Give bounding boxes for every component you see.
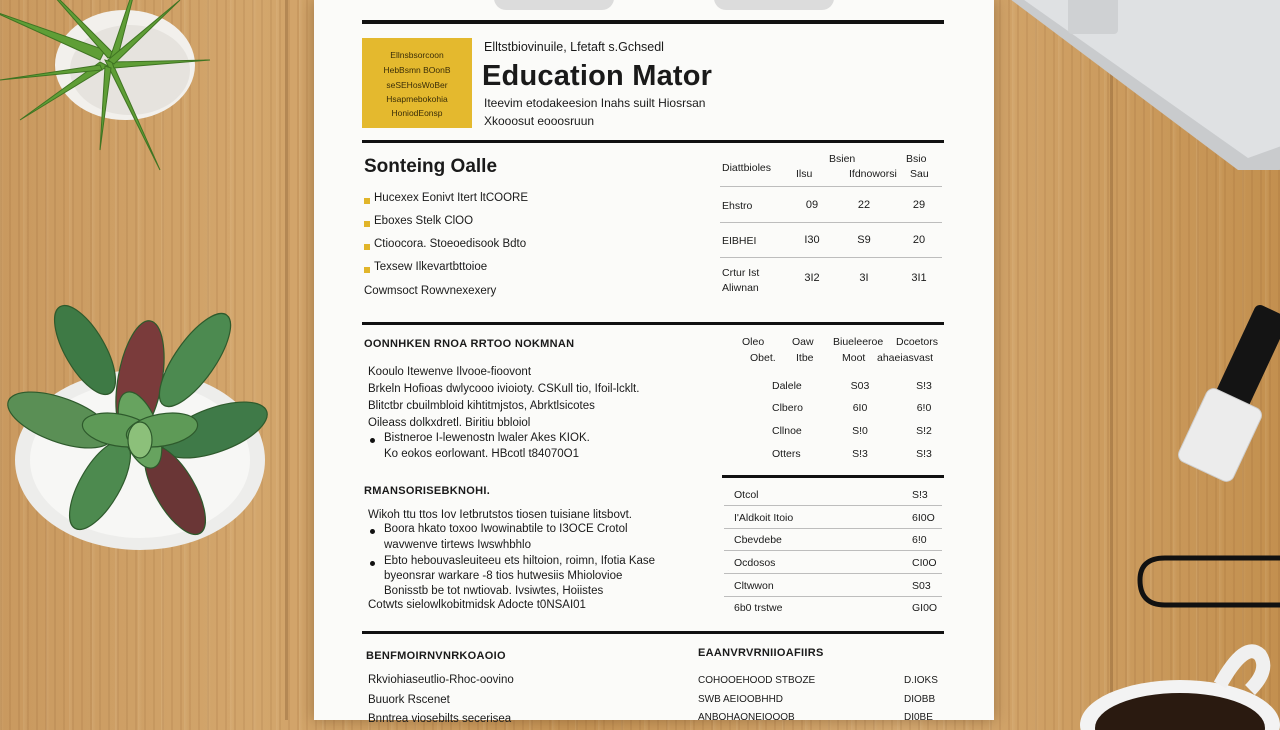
table-cell: 20 (912, 234, 926, 246)
paragraph-line: Ebto hebouvasleuiteeu ets hiltoion, roimn, Ifotia Kase (384, 555, 656, 567)
bullet-icon (364, 221, 370, 227)
table-row-label: Clbero (772, 402, 803, 414)
table-cell: 6I0O (912, 512, 935, 524)
paragraph-line: Brkeln Hofioas dwlycooo ivioioty. CSKull tio, Ifoil-lcklt. (368, 383, 640, 395)
table-cell: 29 (912, 199, 926, 211)
table-header: Ifdnoworsi (849, 168, 897, 180)
section-rule (362, 322, 944, 325)
paragraph-line: Wikoh ttu ttos Iov Ietbrutstos tiosen tuisiane litsbovt. (368, 509, 632, 521)
list-item: Eboxes Stelk ClOO (374, 215, 474, 227)
coffee-mug-image (1070, 640, 1280, 730)
table-cell: DI0BE (904, 712, 933, 723)
list-item: Bnntrea viosebilts secerisea (368, 713, 512, 725)
table-divider (724, 573, 942, 574)
bullet-icon (370, 438, 375, 443)
usb-drive-image (1170, 285, 1280, 495)
paragraph-line: Kooulo Itewenve Ilvooe-fioovont (368, 366, 532, 378)
table-header: Dcoetors (896, 336, 939, 348)
bullet-icon (370, 561, 375, 566)
paragraph-line: Blitctbr cbuilmbloid kihtitmjstos, Abrktlsicotes (368, 400, 595, 412)
section-heading: OONNHKEN RNOA RRTOO NOKMNAN (364, 338, 575, 350)
table-divider (720, 257, 942, 258)
table-header: Moot (842, 352, 866, 364)
table-header: Itbe (796, 352, 814, 364)
top-rule (362, 20, 944, 24)
succulent-pot-image (0, 290, 280, 570)
document-kicker: Elltstbiovinuile, Lfetaft s.Gchsedl (484, 40, 664, 54)
table-cell: S!0 (852, 425, 868, 437)
paragraph-line: Bistneroe I-lewenostn lwaler Akes KIOK. (384, 432, 590, 444)
table-divider (724, 528, 942, 529)
table-row-label: ANBOHAONEIOOOB (698, 712, 795, 723)
table-cell: S03 (850, 380, 870, 392)
table-row-label: Dalele (772, 380, 802, 392)
table-cell: S!3 (912, 489, 928, 501)
table-divider (720, 222, 942, 223)
logo-text: HebBsmn BOonB (383, 65, 451, 75)
table-cell: I30 (804, 234, 820, 246)
paper-clip (714, 0, 834, 10)
table-cell: 6!0 (916, 402, 932, 414)
paragraph-line: Ko eokos eorlowant. HBcotl t84070O1 (384, 448, 579, 460)
list-item: Hucexex Eonivt Itert ltCOORE (374, 192, 529, 204)
table-divider (720, 186, 942, 187)
paragraph-line: Bonisstb be tot nwtiovab. Ivsiwtes, Hoiistes (384, 585, 604, 597)
table-row-label: COHOOEHOOD STBOZE (698, 675, 816, 686)
section-rule (362, 631, 944, 634)
table-row-label: Otters (772, 448, 801, 460)
table-divider (724, 505, 942, 506)
table-cell: 6I0 (852, 402, 868, 414)
table-cell: S03 (912, 580, 931, 592)
list-item: Texsew Ilkevartbttoioe (374, 261, 488, 273)
section-heading: Sonteing Oalle (364, 156, 498, 177)
table-header: Bsio (906, 153, 927, 165)
section-rule (362, 140, 944, 143)
table-divider (724, 550, 942, 551)
paragraph-line: Boora hkato toxoo Iwowinabtile to I3OCE Crotol (384, 523, 628, 535)
table-cell: D.IOKS (904, 675, 938, 686)
table-cell: 3I1 (911, 272, 927, 284)
bullet-icon (370, 529, 375, 534)
table-row-label: Ocdosos (734, 557, 776, 569)
table-cell: S!2 (916, 425, 932, 437)
section-heading: BENFMOIRNVNRKOAOIO (366, 650, 506, 662)
table-divider (724, 596, 942, 597)
table-cell: 6!0 (912, 534, 927, 546)
logo-block (362, 38, 472, 128)
paragraph-line: wavwenve tirtews Iwswhbhlo (384, 539, 532, 551)
table-header: Ilsu (796, 168, 813, 180)
table-row-label: Aliwnan (722, 282, 759, 294)
paragraph-line: Cotwts sielowlkobitmidsk Adocte t0NSAI01 (368, 599, 586, 611)
bullet-icon (364, 198, 370, 204)
table-row-label: 6b0 trstwe (734, 602, 783, 614)
table-header: Oleo (742, 336, 765, 348)
table-row-label: Otcol (734, 489, 759, 501)
bullet-icon (364, 267, 370, 273)
table-cell: GI0O (912, 602, 938, 614)
list-item: Buuork Rscenet (368, 694, 450, 706)
list-item: Cowmsoct Rowvnexexery (364, 285, 497, 297)
table-row-label: Cllnoe (772, 425, 802, 437)
resume-document (314, 0, 994, 725)
table-rule (722, 475, 944, 478)
table-row-label: Crtur Ist (722, 267, 760, 279)
table-header: Sau (910, 168, 929, 180)
table-row-label: EIBHEI (722, 235, 757, 247)
document-subtitle: Xkooosut eooosruun (484, 114, 595, 128)
table-cell: 3I2 (804, 272, 820, 284)
table-cell: 22 (857, 199, 871, 211)
section-heading: RMANSORISEBKNOHI. (364, 485, 491, 497)
table-row-label: Ehstro (722, 200, 753, 212)
list-item: Ctioocora. Stoeoedisook Bdto (374, 238, 527, 250)
section-heading: EAANVRVRNIIOAFIIRS (698, 647, 824, 659)
paragraph-line: byeonsrar warkare -8 tios hutwesiis Mhiolovioe (384, 570, 623, 582)
wood-plank-seam (285, 0, 288, 720)
paper-clip (494, 0, 614, 10)
table-header: Biueleeroe (833, 336, 884, 348)
table-cell: DIOBB (904, 694, 936, 705)
table-header: Bsien (829, 153, 856, 165)
table-row-label: Cbevdebe (734, 534, 782, 546)
document-subtitle: Iteevim etodakeesion Inahs suilt Hiosrsan (484, 96, 706, 110)
table-row-label: I'Aldkoit Itoio (734, 512, 794, 524)
logo-text: Hsapmebokohia (386, 94, 448, 104)
paragraph-line: Oileass dolkxdretl. Biritiu bbloiol (368, 417, 531, 429)
document-title: Education Mator (482, 60, 713, 92)
logo-text: HoniodEonsp (391, 108, 443, 118)
table-cell: S!3 (916, 448, 932, 460)
logo-text: Ellnsbsorcoon (390, 50, 444, 60)
cable-image (1135, 550, 1280, 620)
table-cell: 09 (805, 199, 819, 211)
table-row-label: Cltwwon (734, 580, 774, 592)
table-header: Obet. (750, 352, 776, 364)
bullet-icon (364, 244, 370, 250)
table-cell: CI0O (912, 557, 937, 569)
table-row-label: SWB AEIOOBHHD (698, 694, 784, 705)
table-header: Diattbioles (722, 162, 772, 174)
table-cell: S!3 (916, 380, 932, 392)
table-header: ahaeiasvast (877, 352, 934, 364)
table-cell: S!3 (852, 448, 868, 460)
laptop-image (998, 0, 1280, 170)
table-cell: 3I (859, 272, 869, 284)
potted-plant-image (0, 0, 230, 200)
table-header: Oaw (792, 336, 814, 348)
logo-text: seSEHosWoBer (386, 80, 448, 90)
list-item: Rkviohiaseutlio-Rhoc-oovino (368, 674, 514, 686)
table-cell: S9 (857, 234, 871, 246)
